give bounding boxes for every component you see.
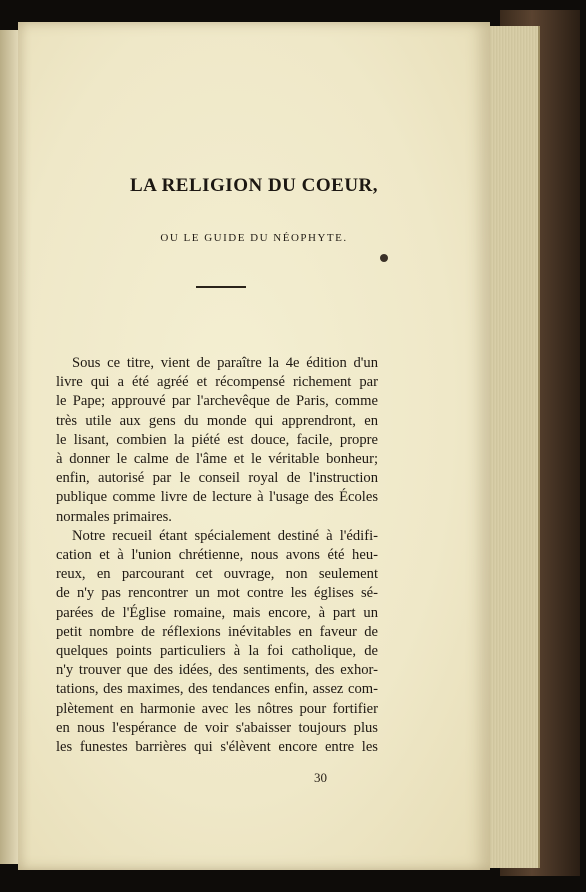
- text-line: à donner le calme de l'âme et le véritable bonheur;: [56, 451, 378, 468]
- book-page: [18, 22, 490, 870]
- ink-spot: [380, 254, 388, 262]
- text-line: quelques points particuliers à la foi catholique, de: [56, 643, 378, 660]
- text-line: livre qui a été agréé et récompensé richement par: [56, 374, 378, 391]
- page-subtitle: OU LE GUIDE DU NÉOPHYTE.: [160, 232, 348, 244]
- text-line: le lisant, combien la piété est douce, facile, propre: [56, 431, 378, 448]
- text-line: le Pape; approuvé par l'archevêque de Paris, comme: [56, 393, 378, 410]
- facing-page-edge: [0, 30, 20, 864]
- text-line: en nous l'espérance de voir s'abaisser toujours plus: [56, 719, 378, 736]
- title-rule: [196, 286, 246, 288]
- text-line: reux, en parcourant cet ouvrage, non seulement: [56, 566, 378, 583]
- page-title: LA RELIGION DU COEUR,: [129, 175, 379, 196]
- text-line: cation et à l'union chrétienne, nous avons été heu-: [56, 547, 378, 564]
- page-number: 30: [314, 770, 327, 785]
- text-line: Notre recueil étant spécialement destiné à l'édifi-: [72, 527, 378, 544]
- text-line: tations, des maximes, des tendances enfin, assez com-: [56, 681, 378, 698]
- text-line: Sous ce titre, vient de paraître la 4e édition d'un: [72, 355, 378, 371]
- text-line: normales primaires.: [56, 508, 172, 525]
- text-line: de n'y pas rencontrer un mot contre les églises sé-: [56, 585, 378, 602]
- text-line: très utile aux gens du monde qui apprendront, en: [56, 412, 378, 429]
- text-line: petit nombre de réflexions inévitables en faveur de: [56, 623, 378, 640]
- text-line: enfin, autorisé par le conseil royal de l'instruction: [56, 470, 378, 487]
- body-text: [56, 354, 378, 757]
- text-line: plètement en harmonie avec les nôtres pour fortifier: [56, 700, 378, 717]
- text-line: n'y trouver que des idées, des sentiments, des exhor-: [56, 662, 378, 679]
- text-line: publique comme livre de lecture à l'usage des Écoles: [56, 489, 378, 506]
- text-line: les funestes barrières qui s'élèvent encore entre les: [56, 739, 378, 756]
- text-line: parées de l'Église romaine, mais encore, à part un: [56, 604, 378, 621]
